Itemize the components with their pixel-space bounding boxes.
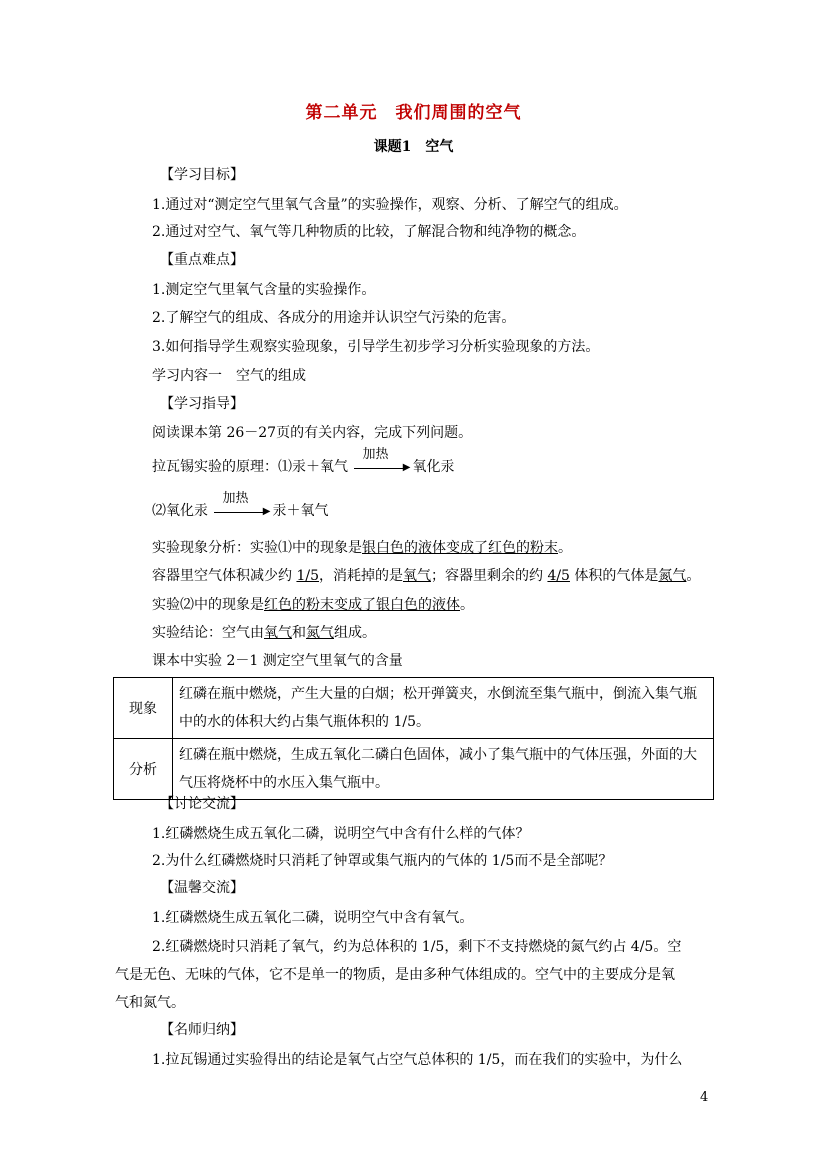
experiment-table (113, 677, 714, 800)
warm-line-1: 1.红磷燃烧生成五氧化二磷，说明空气中含有氧气。 (152, 910, 474, 926)
answer-blank: 氧气 (264, 625, 292, 641)
answer-blank: 氮气 (658, 568, 687, 584)
page-title: 第二单元 我们周围的空气 (305, 103, 522, 123)
volume-line: 容器里空气体积减少约 1/5，消耗掉的是氧气；容器里剩余的约 4/5 体积的气体是氮气。 (152, 568, 701, 584)
table-row-text: 红磷在瓶中燃烧，生成五氧化二磷白色固体，减小了集气瓶中的气体压强，外面的大气压将烧杯中的水压入集气瓶中。 (173, 739, 714, 800)
goal-line-1: 1.通过对“测定空气里氧气含量”的实验操作，观察、分析、了解空气的组成。 (152, 197, 628, 213)
key-heading: 【重点难点】 (160, 252, 244, 268)
guide-heading: 【学习指导】 (160, 396, 244, 412)
teacher-line-1: 1.拉瓦锡通过实验得出的结论是氧气占空气总体积的 1/5，而在我们的实验中，为什么 (152, 1052, 683, 1068)
table-row-text: 红磷在瓶中燃烧，产生大量的白烟；松开弹簧夹，水倒流至集气瓶中，倒流入集气瓶中的水的体积大约占集气瓶体积的 1/5。 (173, 678, 714, 739)
key-line-3: 3.如何指导学生观察实验现象，引导学生初步学习分析实验现象的方法。 (152, 339, 600, 355)
discuss-line-1: 1.红磷燃烧生成五氧化二磷，说明空气中含有什么样的气体？ (152, 826, 530, 842)
table-row (114, 678, 714, 739)
answer-blank: 红色的粉末变成了银白色的液体 (264, 597, 460, 613)
discuss-heading: 【讨论交流】 (160, 796, 244, 812)
table-row-label: 分析 (114, 739, 173, 800)
teacher-heading: 【名师归纳】 (160, 1022, 244, 1038)
page-number: 4 (700, 1090, 709, 1105)
warm-heading: 【温馨交流】 (160, 880, 244, 896)
discuss-line-2: 2.为什么红磷燃烧时只消耗了钟罩或集气瓶内的气体的 1/5而不是全部呢？ (152, 853, 613, 869)
equation-1-product: 氧化汞 (412, 459, 455, 475)
textbook-experiment-caption: 课本中实验 2－1 测定空气里氧气的含量 (152, 653, 403, 669)
lesson-title: 课题1 空气 (373, 139, 454, 155)
conclusion-line: 实验结论：空气由氧气和氮气组成。 (152, 625, 376, 641)
key-line-2: 2.了解空气的组成、各成分的用途并认识空气污染的危害。 (152, 310, 516, 326)
experiment-2-line: 实验⑵中的现象是红色的粉末变成了银白色的液体。 (152, 597, 474, 613)
goal-line-2: 2.通过对空气、氧气等几种物质的比较，了解混合物和纯净物的概念。 (152, 224, 586, 240)
warm-line-2c: 气和氮气。 (115, 995, 185, 1011)
answer-blank: 氮气 (306, 625, 334, 641)
equation-2-reactant: ⑵氧化汞 (152, 503, 208, 519)
equation-2 (152, 491, 329, 520)
heat-condition: 加热 (362, 447, 389, 462)
key-line-1: 1.测定空气里氧气含量的实验操作。 (152, 282, 376, 298)
goal-heading: 【学习目标】 (160, 167, 244, 183)
analysis-line: 实验现象分析：实验⑴中的现象是银白色的液体变成了红色的粉末。 (152, 540, 572, 556)
warm-line-2a: 2.红磷燃烧时只消耗了氧气，约为总体积的 1/5，剩下不支持燃烧的氮气约占 4/5。空 (152, 939, 682, 955)
heat-condition: 加热 (222, 491, 249, 506)
answer-blank: 银白色的液体变成了红色的粉末 (362, 540, 558, 556)
answer-blank: 氧气 (402, 568, 431, 584)
equation-2-products: 汞＋氧气 (272, 503, 329, 519)
equation-1 (152, 447, 455, 476)
warm-line-2b: 气是无色、无味的气体，它不是单一的物质，是由多种气体组成的。空气中的主要成分是氧 (115, 967, 675, 983)
answer-blank: 1/5 (296, 568, 319, 584)
reading-instruction: 阅读课本第 26－27页的有关内容，完成下列问题。 (152, 425, 473, 441)
content-heading: 学习内容一 空气的组成 (152, 368, 306, 384)
table-row (114, 739, 714, 800)
reaction-arrow: 加热 ▶ (354, 458, 410, 476)
equation-1-reactants: 拉瓦锡实验的原理：⑴汞＋氧气 (152, 459, 348, 475)
table-row-label: 现象 (114, 678, 173, 739)
answer-blank: 4/5 (547, 568, 570, 584)
reaction-arrow: 加热 ▶ (214, 502, 270, 520)
